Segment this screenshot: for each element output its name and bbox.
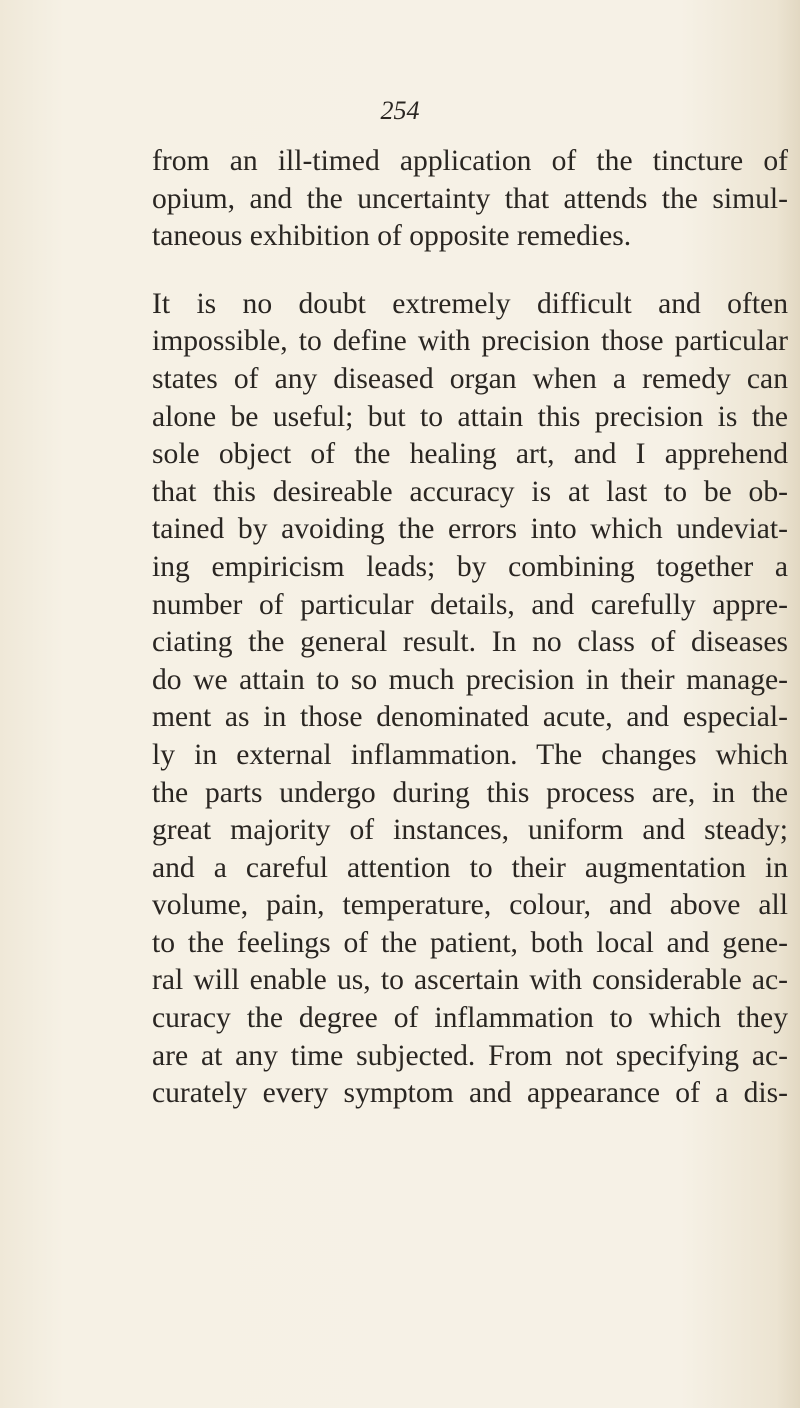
text-line: from an ill-timed application of the tincture of bbox=[152, 145, 788, 177]
text-line: the parts undergo during this process are, in the bbox=[152, 776, 788, 809]
text-line: opium, and the uncertainty that attends the simul- bbox=[152, 182, 788, 215]
text-line: ing empiricism leads; by combining together a bbox=[152, 550, 788, 583]
text-line: do we attain to so much precision in their manage- bbox=[152, 663, 788, 696]
text-line: ment as in those denominated acute, and especial- bbox=[152, 701, 788, 734]
text-line: impossible, to define with precision those particular bbox=[152, 325, 788, 358]
text-line: great majority of instances, uniform and steady; bbox=[152, 814, 788, 847]
text-line: tained by avoiding the errors into which undeviat- bbox=[152, 513, 788, 546]
paragraph-1 bbox=[152, 143, 788, 256]
text-line: ly in external inflammation. The changes which bbox=[152, 738, 788, 771]
text-line: alone be useful; but to attain this precision is the bbox=[152, 400, 788, 433]
paragraph-2 bbox=[152, 286, 788, 1113]
text-line: taneous exhibition of opposite remedies. bbox=[152, 220, 632, 253]
text-line: curately every symptom and appearance of a dis- bbox=[152, 1077, 788, 1110]
text-line: that this desireable accuracy is at last to be ob- bbox=[152, 475, 788, 508]
body-text bbox=[152, 143, 788, 1113]
text-line: sole object of the healing art, and I apprehend bbox=[152, 438, 788, 471]
text-line: and a careful attention to their augmentation in bbox=[152, 851, 788, 884]
text-line: number of particular details, and carefully appre- bbox=[152, 588, 788, 621]
text-line: to the feelings of the patient, both local and gene- bbox=[152, 926, 788, 959]
text-line: are at any time subjected. From not specifying ac- bbox=[152, 1039, 788, 1072]
text-line: ral will enable us, to ascertain with considerable ac- bbox=[152, 964, 788, 997]
text-line: ciating the general result. In no class of diseases bbox=[152, 626, 788, 659]
text-line: curacy the degree of inflammation to which they bbox=[152, 1002, 788, 1035]
text-line: states of any diseased organ when a remedy can bbox=[152, 362, 788, 395]
text-line: volume, pain, temperature, colour, and above all bbox=[152, 889, 788, 922]
text-line: It is no doubt extremely difficult and often bbox=[152, 287, 788, 320]
page-number: 254 bbox=[380, 96, 420, 125]
